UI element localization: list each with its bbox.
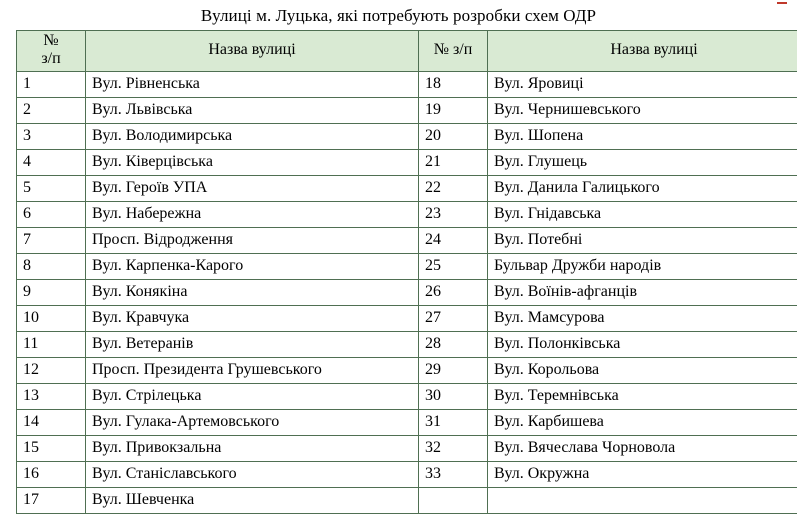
cell-num-left: 2 xyxy=(17,97,86,123)
page-title: Вулиці м. Луцька, які потребують розробки схем ОДР xyxy=(0,0,797,30)
cell-name-right: Вул. Корольова xyxy=(488,357,797,383)
table-row xyxy=(17,409,797,435)
cell-name-left: Вул. Рівненська xyxy=(86,71,419,97)
table-row xyxy=(17,357,797,383)
cell-name-right: Бульвар Дружби народів xyxy=(488,253,797,279)
table-row xyxy=(17,97,797,123)
cell-name-left: Вул. Стрілецька xyxy=(86,383,419,409)
cell-num-left: 15 xyxy=(17,435,86,461)
cell-empty xyxy=(419,487,488,513)
table-row xyxy=(17,201,797,227)
cell-name-right: Вул. Воїнів-афганців xyxy=(488,279,797,305)
cell-name-right: Вул. Данила Галицького xyxy=(488,175,797,201)
cell-name-right: Вул. Окружна xyxy=(488,461,797,487)
header-name-left: Назва вулиці xyxy=(86,31,419,72)
header-num-right: № з/п xyxy=(419,31,488,72)
cell-num-left: 17 xyxy=(17,487,86,513)
cell-num-left: 8 xyxy=(17,253,86,279)
table-row xyxy=(17,279,797,305)
cell-name-right: Вул. Яровиці xyxy=(488,71,797,97)
cell-num-right: 31 xyxy=(419,409,488,435)
cell-name-left: Вул. Героїв УПА xyxy=(86,175,419,201)
cell-name-left: Вул. Шевченка xyxy=(86,487,419,513)
table-header-row xyxy=(17,31,797,72)
cell-num-left: 11 xyxy=(17,331,86,357)
cell-num-left: 16 xyxy=(17,461,86,487)
table-row xyxy=(17,227,797,253)
header-num-left-line2: з/п xyxy=(23,50,79,68)
cell-name-right: Вул. Потебні xyxy=(488,227,797,253)
cell-num-right: 24 xyxy=(419,227,488,253)
cell-name-right: Вул. Гнідавська xyxy=(488,201,797,227)
cell-name-right: Вул. Шопена xyxy=(488,123,797,149)
header-num-left xyxy=(17,31,86,72)
cell-name-left: Вул. Привокзальна xyxy=(86,435,419,461)
cell-name-left: Просп. Відродження xyxy=(86,227,419,253)
cell-num-right: 25 xyxy=(419,253,488,279)
cell-num-right: 29 xyxy=(419,357,488,383)
table-container xyxy=(16,30,781,514)
cell-num-right: 20 xyxy=(419,123,488,149)
cell-num-right: 32 xyxy=(419,435,488,461)
table-row xyxy=(17,123,797,149)
cell-num-left: 10 xyxy=(17,305,86,331)
cell-name-right: Вул. Полонківська xyxy=(488,331,797,357)
table-row xyxy=(17,435,797,461)
cell-name-left: Вул. Ветеранів xyxy=(86,331,419,357)
cell-name-right: Вул. Вячеслава Чорновола xyxy=(488,435,797,461)
cell-name-left: Просп. Президента Грушевського xyxy=(86,357,419,383)
cell-name-right: Вул. Глушець xyxy=(488,149,797,175)
cell-name-left: Вул. Львівська xyxy=(86,97,419,123)
table-row xyxy=(17,149,797,175)
cell-num-left: 7 xyxy=(17,227,86,253)
corner-mark xyxy=(777,2,787,4)
cell-num-right: 22 xyxy=(419,175,488,201)
cell-name-left: Вул. Володимирська xyxy=(86,123,419,149)
table-row xyxy=(17,487,797,513)
cell-num-left: 12 xyxy=(17,357,86,383)
header-name-right: Назва вулиці xyxy=(488,31,797,72)
cell-num-left: 5 xyxy=(17,175,86,201)
cell-name-left: Вул. Станіславського xyxy=(86,461,419,487)
table-row xyxy=(17,331,797,357)
table-row xyxy=(17,305,797,331)
cell-num-right: 26 xyxy=(419,279,488,305)
cell-num-right: 23 xyxy=(419,201,488,227)
cell-name-right: Вул. Теремнівська xyxy=(488,383,797,409)
cell-num-left: 13 xyxy=(17,383,86,409)
table-row xyxy=(17,253,797,279)
table-row xyxy=(17,71,797,97)
table-row xyxy=(17,383,797,409)
cell-num-left: 3 xyxy=(17,123,86,149)
cell-name-right: Вул. Мамсурова xyxy=(488,305,797,331)
cell-num-right: 21 xyxy=(419,149,488,175)
cell-num-right: 18 xyxy=(419,71,488,97)
cell-num-right: 19 xyxy=(419,97,488,123)
table-body xyxy=(17,71,797,513)
streets-table xyxy=(16,30,797,514)
cell-name-left: Вул. Гулака-Артемовського xyxy=(86,409,419,435)
cell-num-right: 28 xyxy=(419,331,488,357)
cell-num-left: 6 xyxy=(17,201,86,227)
table-header xyxy=(17,31,797,72)
cell-num-right: 27 xyxy=(419,305,488,331)
cell-num-right: 33 xyxy=(419,461,488,487)
cell-num-left: 4 xyxy=(17,149,86,175)
cell-name-left: Вул. Конякіна xyxy=(86,279,419,305)
table-row xyxy=(17,175,797,201)
cell-name-left: Вул. Кравчука xyxy=(86,305,419,331)
cell-name-left: Вул. Набережна xyxy=(86,201,419,227)
table-row xyxy=(17,461,797,487)
cell-empty xyxy=(488,487,797,513)
cell-num-left: 14 xyxy=(17,409,86,435)
cell-name-right: Вул. Карбишева xyxy=(488,409,797,435)
cell-num-left: 1 xyxy=(17,71,86,97)
cell-name-left: Вул. Ківерцівська xyxy=(86,149,419,175)
header-num-left-line1: № xyxy=(23,32,79,50)
cell-num-right: 30 xyxy=(419,383,488,409)
cell-name-left: Вул. Карпенка-Карого xyxy=(86,253,419,279)
cell-name-right: Вул. Чернишевського xyxy=(488,97,797,123)
cell-num-left: 9 xyxy=(17,279,86,305)
